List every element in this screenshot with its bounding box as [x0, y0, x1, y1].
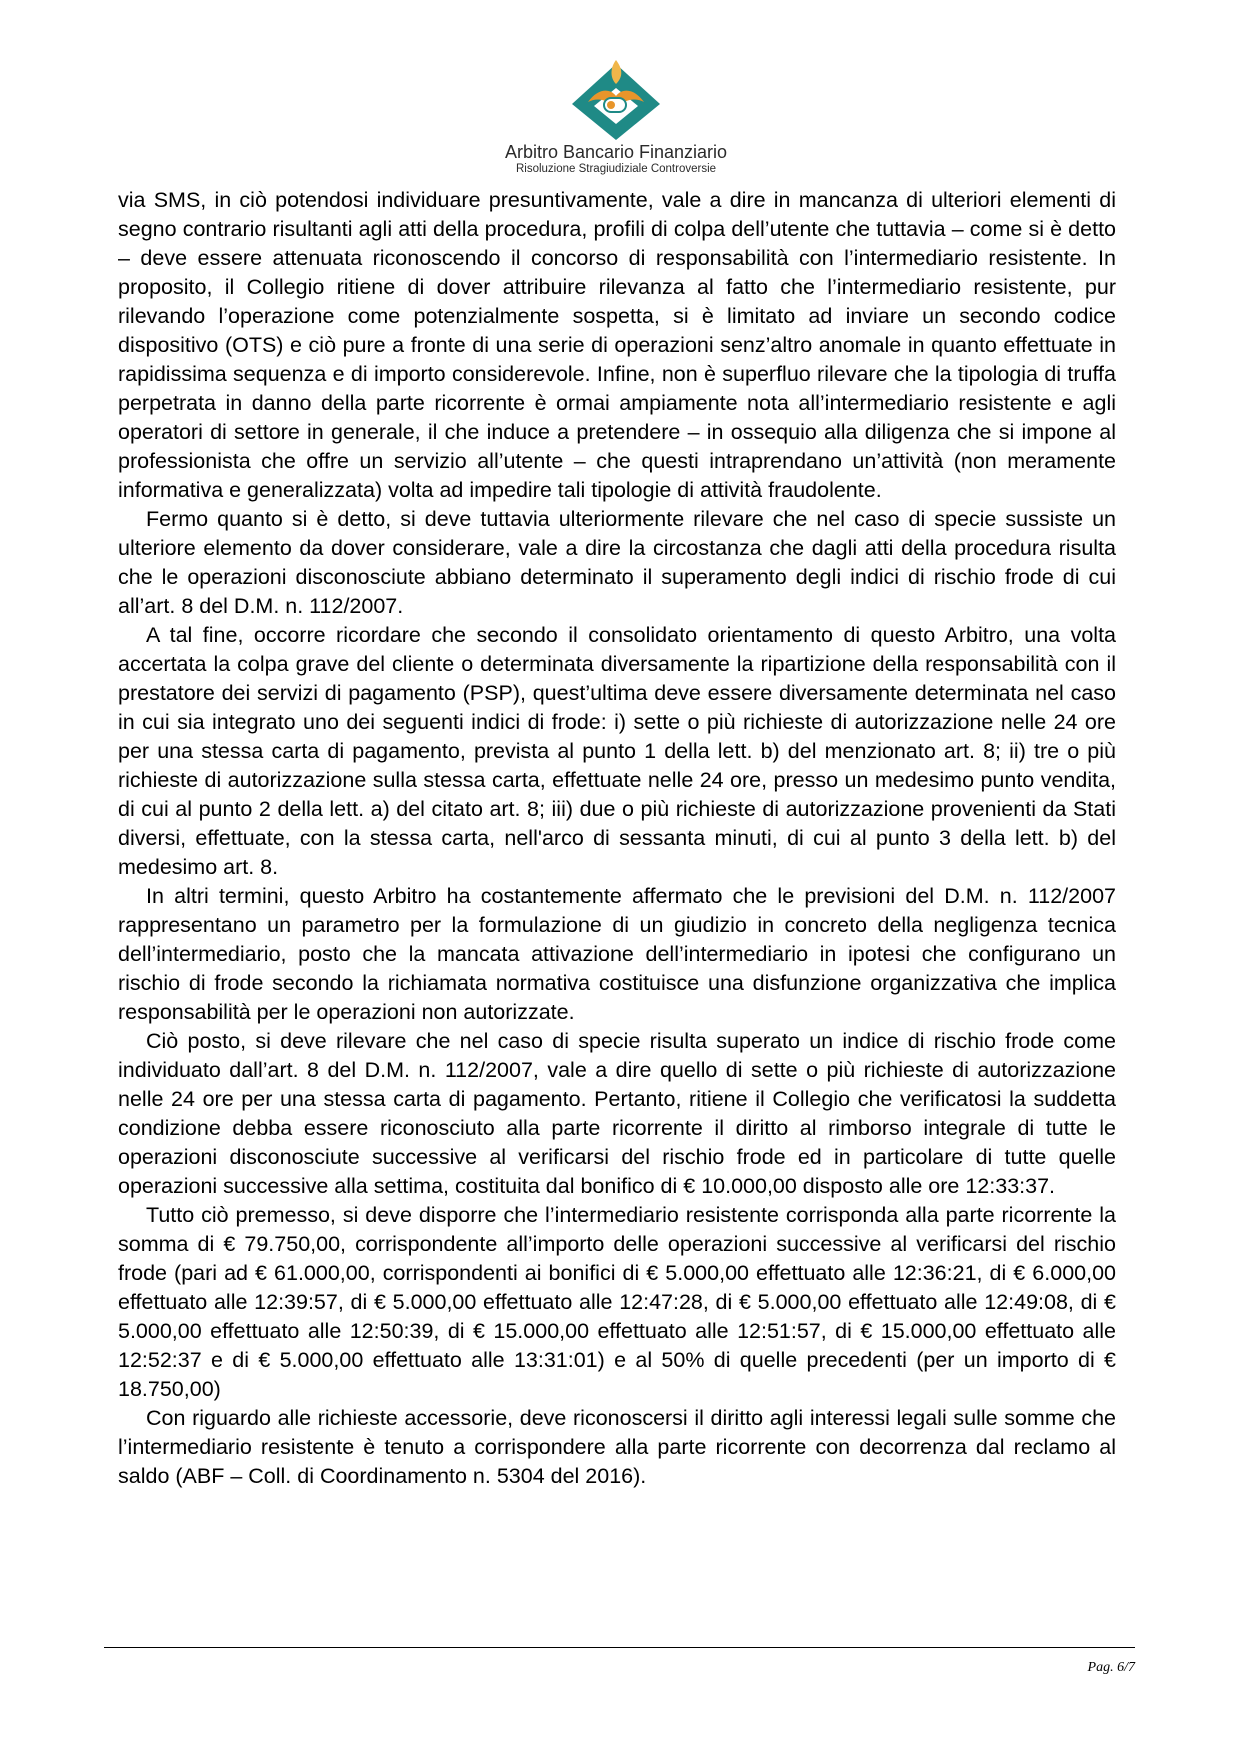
logo-title: Arbitro Bancario Finanziario	[504, 142, 728, 162]
paragraph: via SMS, in ciò potendosi individuare presuntivamente, vale a dire in mancanza di ulteriori elementi di segno contrario risultanti agli atti della procedura, profili di colpa dell’utente che tuttavia – come si è detto – deve essere attenuata riconoscendo il concorso di responsabilità con l’intermediario resistente. In proposito, il Collegio ritiene di dover attribuire rilevanza al fatto che l’intermediario resistente, pur rilevando l’operazione come potenzialmente sospetta, si è limitato ad inviare un secondo codice dispositivo (OTS) e ciò pure a fronte di una serie di operazioni senz’altro anomale in quanto effettuate in rapidissima sequenza e di importo considerevole. Infine, non è superfluo rilevare che la tipologia di truffa perpetrata in danno della parte ricorrente è ormai ampiamente nota all’intermediario resistente e agli operatori di settore in generale, il che induce a pretendere – in ossequio alla diligenza che si impone al professionista che offre un servizio all’utente – che questi intraprendano un’attività (non meramente informativa e generalizzata) volta ad impedire tali tipologie di attività fraudolente.	[118, 188, 1116, 502]
paragraph: A tal fine, occorre ricordare che secondo il consolidato orientamento di questo Arbitro, una volta accertata la colpa grave del cliente o determinata diversamente la ripartizione della responsabilità con il prestatore dei servizi di pagamento (PSP), quest’ultima deve essere diversamente determinata nel caso in cui sia integrato uno dei seguenti indici di frode: i) sette o più richieste di autorizzazione nelle 24 ore per una stessa carta di pagamento, prevista al punto 1 della lett. b) del menzionato art. 8; ii) tre o più richieste di autorizzazione sulla stessa carta, effettuate nelle 24 ore, presso un medesimo punto vendita, di cui al punto 2 della lett. a) del citato art. 8; iii) due o più richieste di autorizzazione provenienti da Stati diversi, effettuate, con la stessa carta, nell'arco di sessanta minuti, di cui al punto 3 della lett. b) del medesimo art. 8.	[118, 623, 1116, 879]
footer-divider	[104, 1647, 1135, 1648]
paragraph: Ciò posto, si deve rilevare che nel caso di specie risulta superato un indice di rischio frode come individuato dall’art. 8 del D.M. n. 112/2007, vale a dire quello di sette o più richieste di autorizzazione nelle 24 ore per una stessa carta di pagamento. Pertanto, ritiene il Collegio che verificatosi la suddetta condizione debba essere riconosciuto alla parte ricorrente il diritto al rimborso integrale di tutte le operazioni disconosciute successive al verificarsi del rischio frode ed in particolare di tutte quelle operazioni successive alla settima, costituita dal bonifico di € 10.000,00 disposto alle ore 12:33:37.	[118, 1029, 1116, 1198]
abf-logo-icon	[566, 58, 666, 140]
paragraph: Fermo quanto si è detto, si deve tuttavia ulteriormente rilevare che nel caso di specie sussiste un ulteriore elemento da dover considerare, vale a dire la circostanza che dagli atti della procedura risulta che le operazioni disconosciute abbiano determinato il superamento degli indici di rischio frode di cui all’art. 8 del D.M. n. 112/2007.	[118, 507, 1116, 618]
paragraph: Con riguardo alle richieste accessorie, deve riconoscersi il diritto agli interessi legali sulle somme che l’intermediario resistente è tenuto a corrispondere alla parte ricorrente con decorrenza dal reclamo al saldo (ABF – Coll. di Coordinamento n. 5304 del 2016).	[118, 1406, 1116, 1488]
abf-logo	[496, 58, 736, 178]
decision-body	[118, 186, 1116, 1491]
paragraph: Tutto ciò premesso, si deve disporre che l’intermediario resistente corrisponda alla parte ricorrente la somma di € 79.750,00, corrispondente all’importo delle operazioni successive al verificarsi del rischio frode (pari ad € 61.000,00, corrispondenti ai bonifici di € 5.000,00 effettuato alle 12:36:21, di € 6.000,00 effettuato alle 12:39:57, di € 5.000,00 effettuato alle 12:47:28, di € 5.000,00 effettuato alle 12:49:08, di € 5.000,00 effettuato alle 12:50:39, di € 15.000,00 effettuato alle 12:51:57, di € 15.000,00 effettuato alle 12:52:37 e di € 5.000,00 effettuato alle 13:31:01) e al 50% di quelle precedenti (per un importo di € 18.750,00)	[118, 1203, 1116, 1401]
page-number: Pag. 6/7	[1087, 1660, 1135, 1675]
paragraph: In altri termini, questo Arbitro ha costantemente affermato che le previsioni del D.M. n. 112/2007 rappresentano un parametro per la formulazione di un giudizio in concreto della negligenza tecnica dell’intermediario, posto che la mancata attivazione dell’intermediario in ipotesi che configurano un rischio di frode secondo la richiamata normativa costituisce una disfunzione organizzativa che implica responsabilità per le operazioni non autorizzate.	[118, 884, 1116, 1024]
logo-subtitle: Risoluzione Stragiudiziale Controversie	[515, 163, 717, 175]
